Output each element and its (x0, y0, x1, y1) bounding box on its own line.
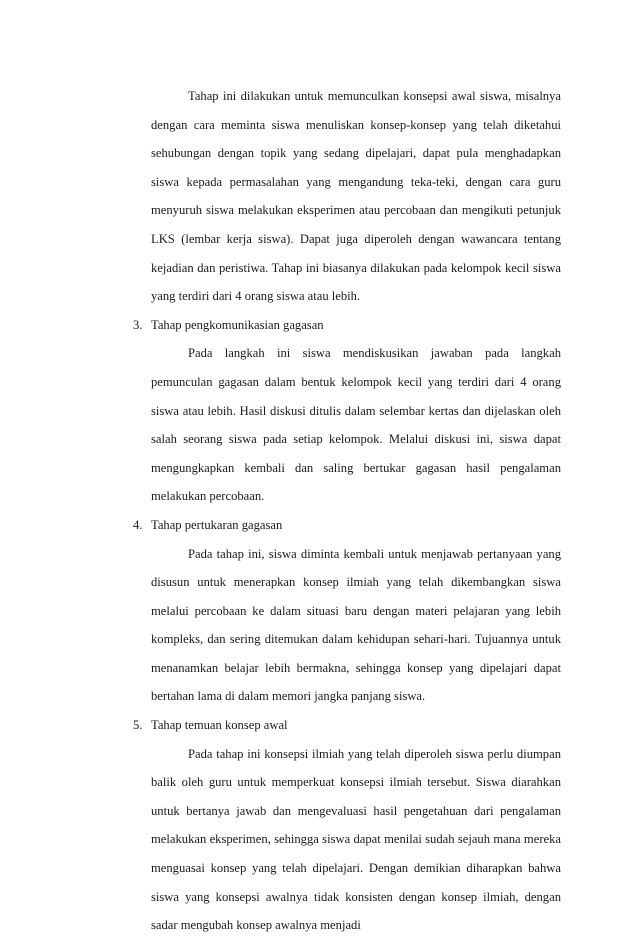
list-item-4 (133, 511, 561, 711)
page-content (133, 82, 561, 940)
list-item-3 (133, 311, 561, 511)
item-heading: Tahap pengkomunikasian gagasan (151, 317, 324, 332)
list-item-5 (133, 711, 561, 940)
item-heading: Tahap temuan konsep awal (151, 718, 288, 733)
item-number: 4. (133, 517, 143, 532)
item-heading-row (133, 311, 561, 340)
item-paragraph: Pada tahap ini konsepsi ilmiah yang telah diperoleh siswa perlu diumpan balik oleh guru untuk memperkuat konsepsi ilmiah tersebut. Siswa diarahkan untuk bertanya jawab dan mengevaluasi hasil pengetahuan dari pengalaman melakukan eksperimen, sehingga siswa dapat menilai sudah sejauh mana mereka menguasai konsep yang telah dipelajari. Dengan demikian diharapkan bahwa siswa yang konsepsi awalnya tidak konsisten dengan konsep ilmiah, dengan sadar mengubah konsep awalnya menjadi (151, 746, 561, 933)
intro-paragraph: Tahap ini dilakukan untuk memunculkan konsepsi awal siswa, misalnya dengan cara meminta siswa menuliskan konsep-konsep yang telah diketahui sehubungan dengan topik yang sedang dipelajari, dapat pula menghadapkan siswa kepada permasalahan yang mengandung teka-teki, dengan cara guru menyuruh siswa melakukan eksperimen atau percobaan dan mengikuti petunjuk LKS (lembar kerja siswa). Dapat juga diperoleh dengan wawancara tentang kejadian dan peristiwa. Tahap ini biasanya dilakukan pada kelompok kecil siswa yang terdiri dari 4 orang siswa atau lebih. (151, 89, 561, 304)
item-number: 3. (133, 317, 143, 332)
item-heading: Tahap pertukaran gagasan (151, 517, 283, 532)
item-heading-row (133, 511, 561, 540)
item-number: 5. (133, 718, 143, 733)
item-heading-row (133, 711, 561, 740)
item-paragraph: Pada tahap ini, siswa diminta kembali untuk menjawab pertanyaan yang disusun untuk menerapkan konsep ilmiah yang telah dikembangkan siswa melalui percobaan ke dalam situasi baru dengan materi pelajaran yang lebih kompleks, dan sering ditemukan dalam kehidupan sehari-hari. Tujuannya untuk menanamkan belajar lebih bermakna, sehingga konsep yang dipelajari dapat bertahan lama di dalam memori jangka panjang siswa. (151, 546, 561, 704)
item-paragraph: Pada langkah ini siswa mendiskusikan jawaban pada langkah pemunculan gagasan dalam bentuk kelompok kecil yang terdiri dari 4 orang siswa atau lebih. Hasil diskusi ditulis dalam selembar kertas dan dijelaskan oleh salah seorang siswa pada setiap kelompok. Melalui diskusi ini, siswa dapat mengungkapkan kembali dan saling bertukar gagasan hasil pengalaman melakukan percobaan. (151, 346, 561, 504)
